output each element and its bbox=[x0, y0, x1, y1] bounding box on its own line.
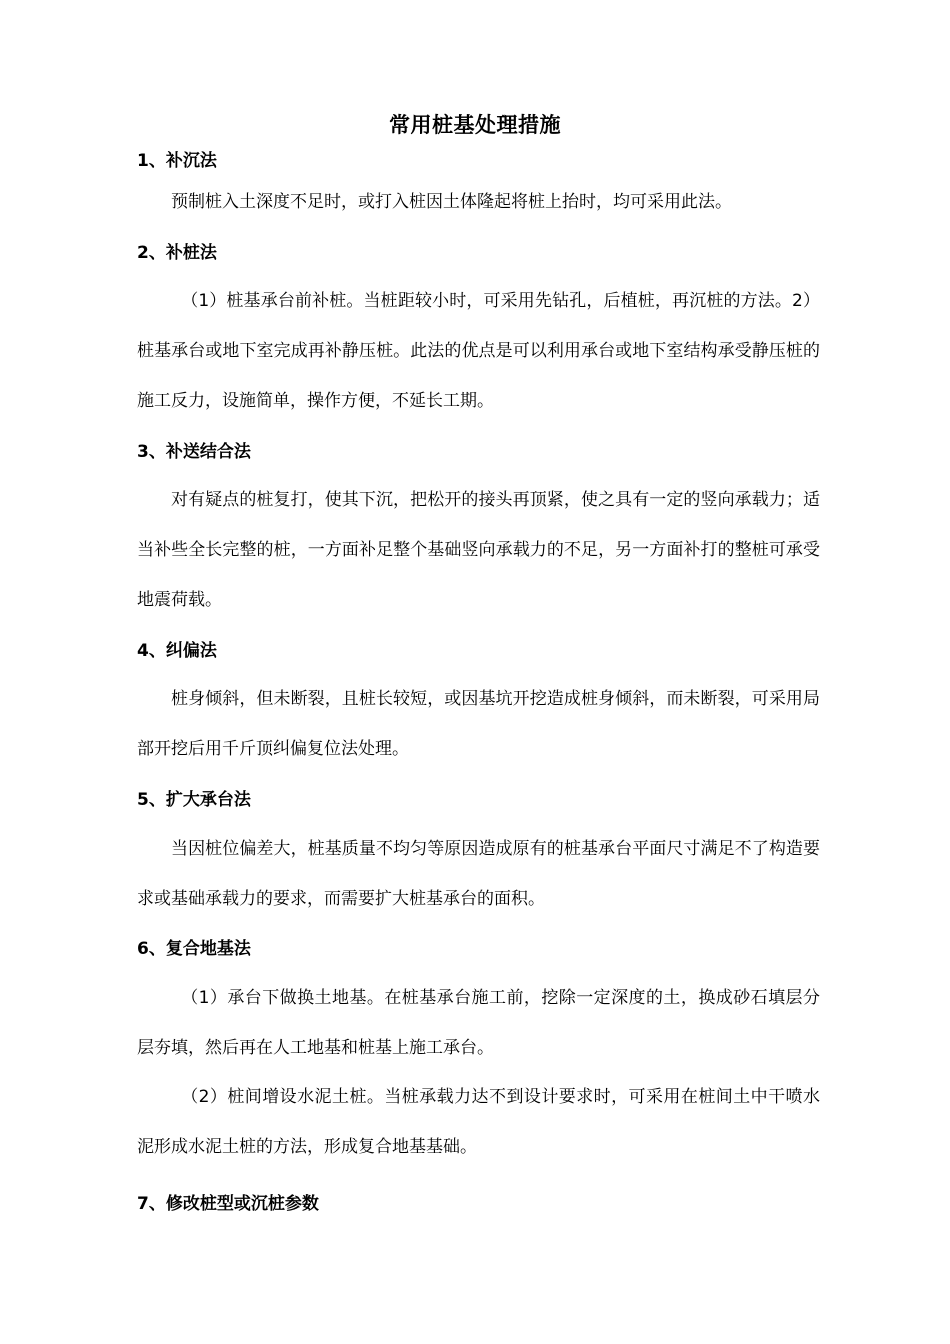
section-6-paragraph-1: （1）承台下做换土地基。在桩基承台施工前，挖除一定深度的土，换成砂石填层分层夯填，然后再在人工地基和桩基上施工承台。 bbox=[137, 988, 820, 1058]
section-6-paragraph-2: （2）桩间增设水泥土桩。当桩承载力达不到设计要求时，可采用在桩间土中干喷水泥形成水泥土桩的方法，形成复合地基基础。 bbox=[137, 1087, 820, 1157]
section-heading-3: 3、补送结合法 bbox=[137, 442, 251, 462]
section-heading-7: 7、修改桩型或沉桩参数 bbox=[137, 1194, 319, 1214]
section-heading-1: 1、补沉法 bbox=[137, 151, 217, 171]
section-heading-4: 4、纠偏法 bbox=[137, 641, 217, 661]
section-heading-2: 2、补桩法 bbox=[137, 243, 217, 263]
section-1-paragraph-1: 预制桩入土深度不足时，或打入桩因土体隆起将桩上抬时，均可采用此法。 bbox=[171, 192, 732, 212]
section-4-paragraph-1: 桩身倾斜，但未断裂，且桩长较短，或因基坑开挖造成桩身倾斜，而未断裂，可采用局部开挖后用千斤顶纠偏复位法处理。 bbox=[137, 689, 820, 759]
section-3-paragraph-1: 对有疑点的桩复打，使其下沉，把松开的接头再顶紧，使之具有一定的竖向承载力；适当补些全长完整的桩，一方面补足整个基础竖向承载力的不足，另一方面补打的整桩可承受地震荷载。 bbox=[137, 490, 820, 610]
section-heading-5: 5、扩大承台法 bbox=[137, 790, 251, 810]
section-5-paragraph-1: 当因桩位偏差大，桩基质量不均匀等原因造成原有的桩基承台平面尺寸满足不了构造要求或基础承载力的要求，而需要扩大桩基承台的面积。 bbox=[137, 839, 820, 909]
section-heading-6: 6、复合地基法 bbox=[137, 939, 251, 959]
section-2-paragraph-1: （1）桩基承台前补桩。当桩距较小时，可采用先钻孔，后植桩，再沉桩的方法。2）桩基承台或地下室完成再补静压桩。此法的优点是可以利用承台或地下室结构承受静压桩的施工反力，设施简单，操作方便，不延长工期。 bbox=[137, 291, 820, 411]
page-title: 常用桩基处理措施 bbox=[389, 113, 561, 137]
